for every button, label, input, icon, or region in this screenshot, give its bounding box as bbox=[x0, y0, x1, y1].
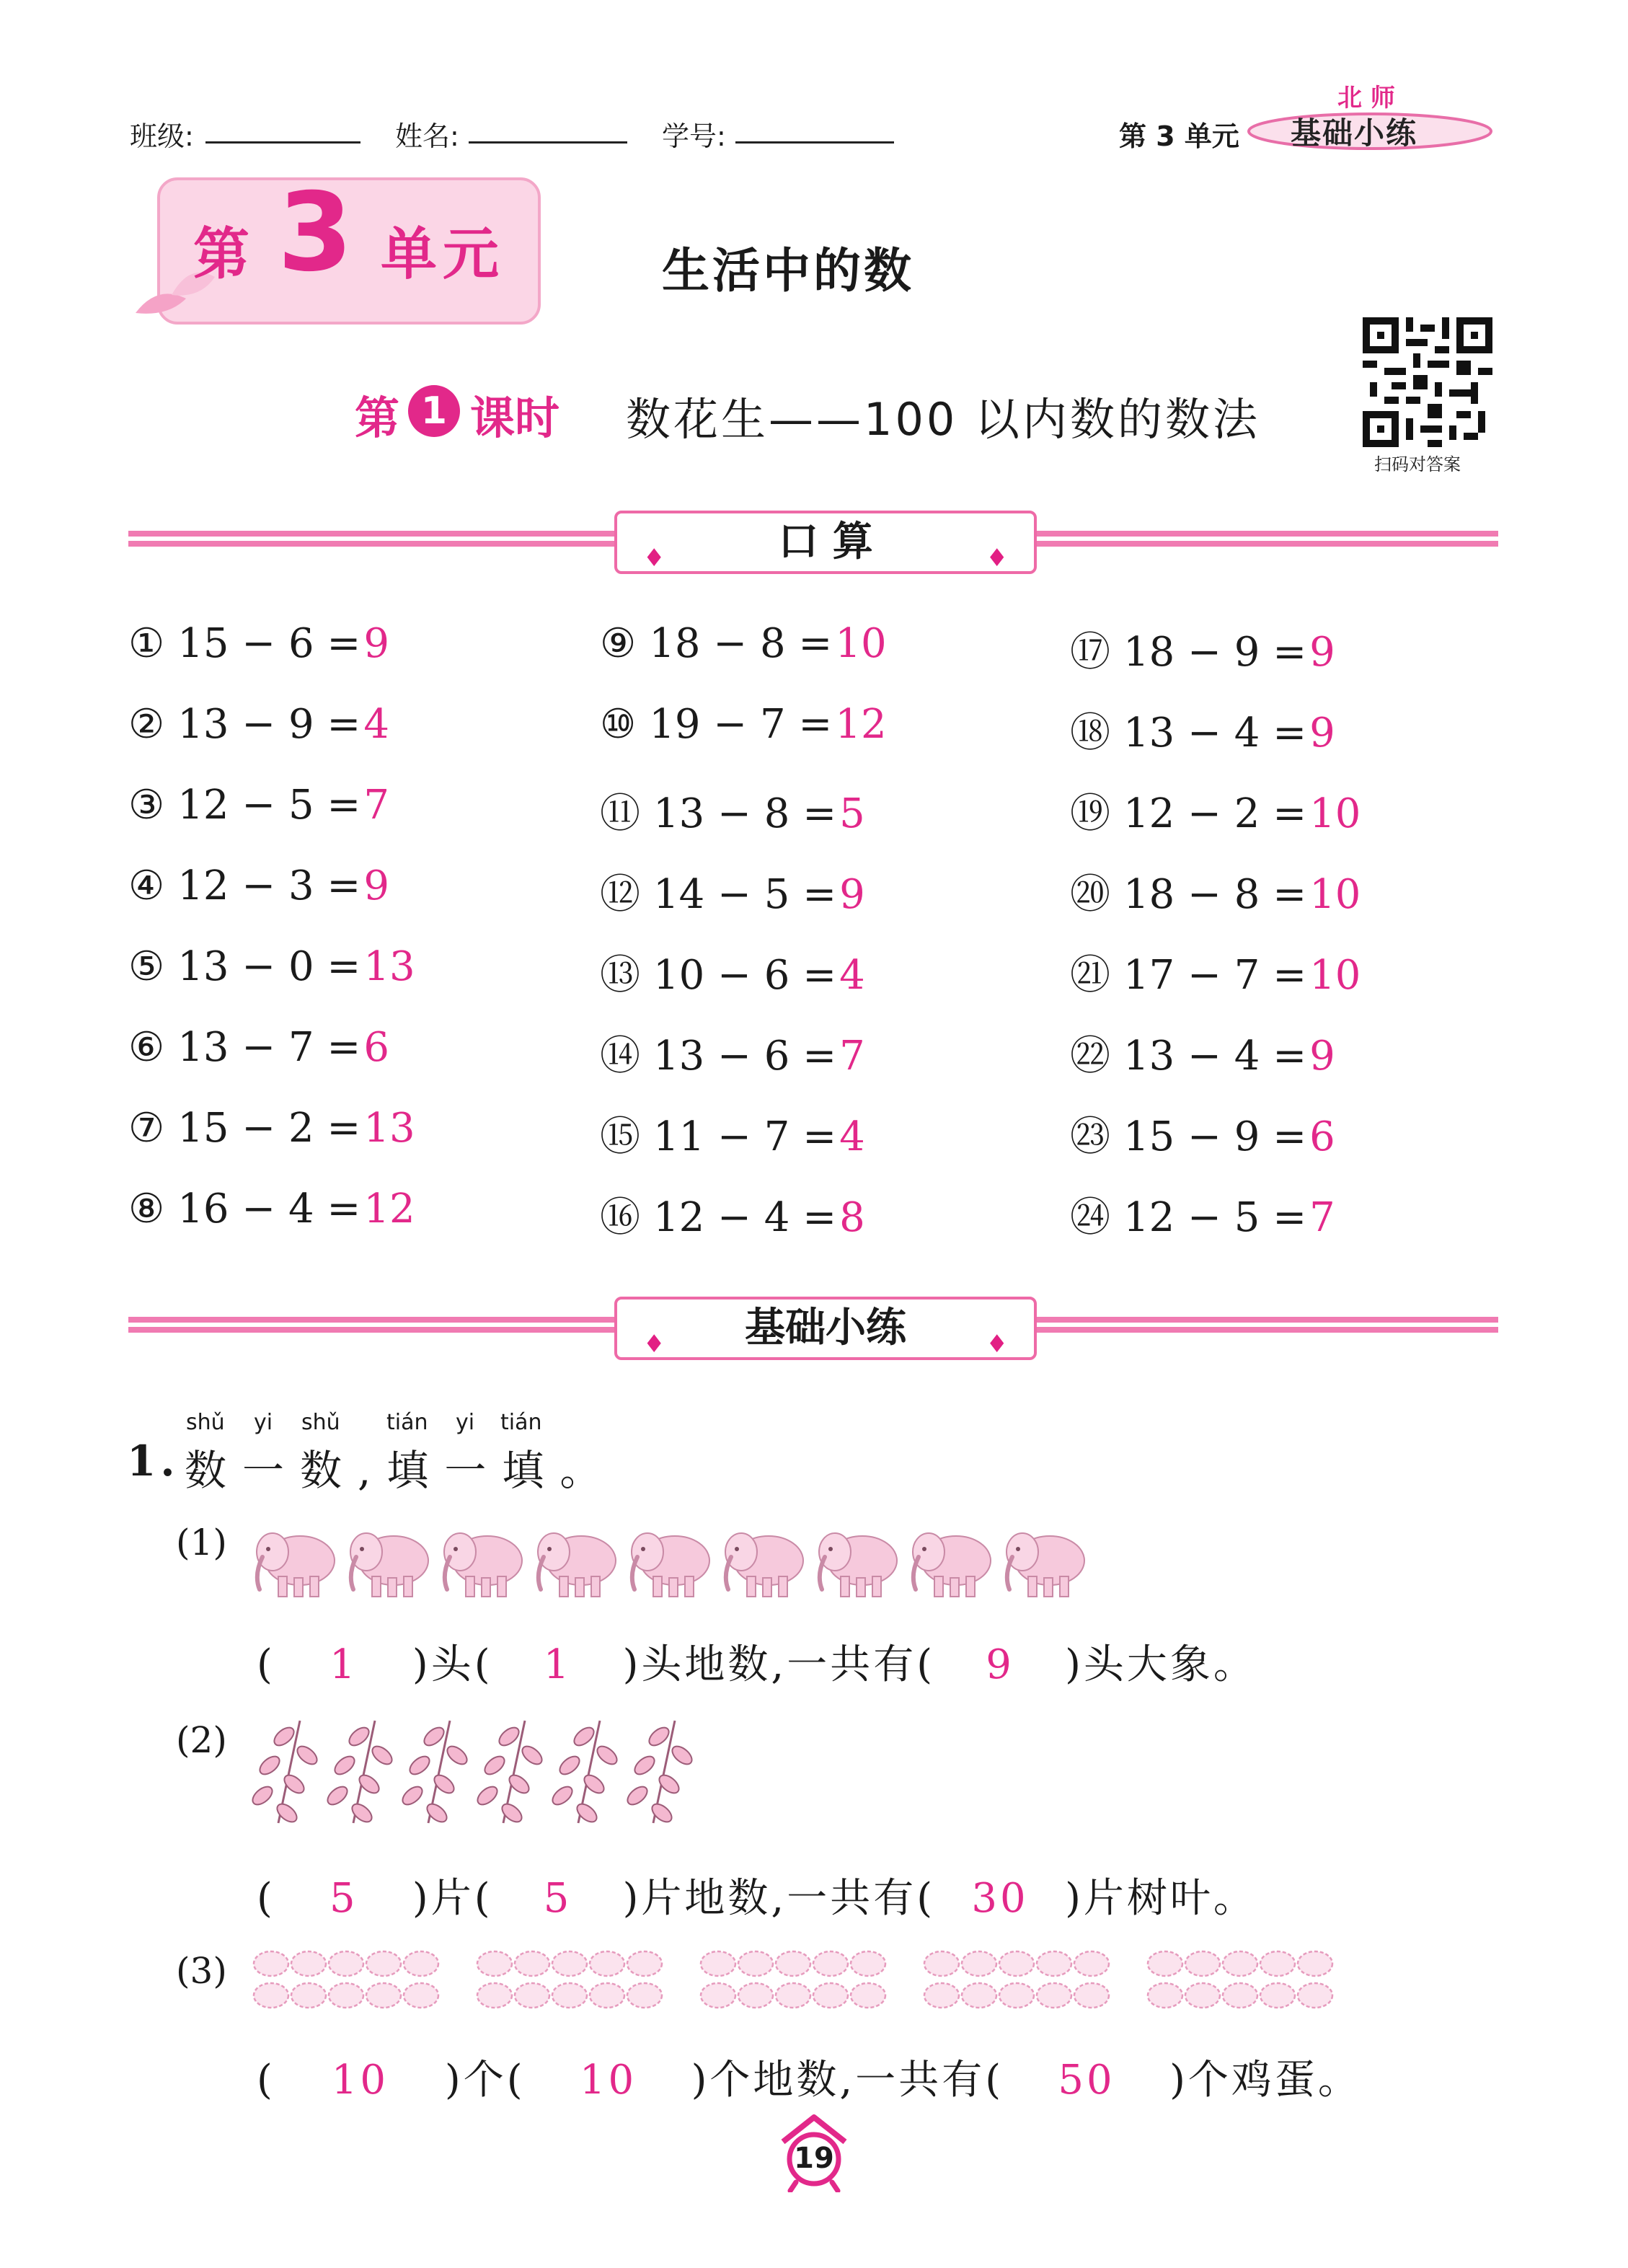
calc-item-expression: 19 − 7 = bbox=[649, 701, 833, 748]
calc-item-answer[interactable]: 9 bbox=[839, 871, 865, 918]
unit-badge-prefix: 第 bbox=[193, 222, 250, 287]
calc-item-expression: 13 − 6 = bbox=[653, 1033, 837, 1080]
calc-item-number: ⑪ bbox=[600, 790, 640, 837]
calc-item-number: ⑫ bbox=[600, 871, 640, 918]
leaf-branch-icon bbox=[474, 1721, 545, 1825]
calc-item-answer[interactable]: 9 bbox=[1309, 710, 1335, 756]
calc-item-answer[interactable]: 9 bbox=[363, 862, 389, 909]
calc-item-expression: 12 − 5 = bbox=[177, 782, 361, 829]
calc-item bbox=[1070, 1186, 1335, 1243]
pinyin-shu2: shǔ bbox=[301, 1410, 340, 1435]
calc-item-expression: 15 − 6 = bbox=[177, 620, 361, 667]
q1-part2-unit1: )片( bbox=[412, 1875, 493, 1922]
calc-item bbox=[1070, 862, 1361, 920]
pinyin-shu1: shǔ bbox=[186, 1410, 225, 1435]
qr-caption: 扫码对答案 bbox=[1374, 454, 1461, 475]
q1-text: 数一数,填一填。 bbox=[185, 1446, 618, 1495]
calc-item-answer[interactable]: 7 bbox=[839, 1033, 865, 1080]
calc-item bbox=[1070, 620, 1335, 678]
q1-part2-label: (2) bbox=[176, 1719, 227, 1761]
unit-badge-number: 3 bbox=[278, 170, 353, 296]
calc-item-number: ⑬ bbox=[600, 952, 640, 999]
page-number: 19 bbox=[794, 2142, 834, 2175]
calc-item bbox=[128, 1024, 389, 1071]
q1-part2-ans3[interactable]: 30 bbox=[971, 1875, 1029, 1922]
calc-item-expression: 10 − 6 = bbox=[653, 952, 837, 999]
calc-item-number: ⑥ bbox=[128, 1024, 165, 1071]
calc-item bbox=[600, 1186, 865, 1243]
calc-item-answer[interactable]: 5 bbox=[839, 790, 865, 837]
calc-item-number: ⑤ bbox=[128, 943, 165, 990]
calc-item-number: ④ bbox=[128, 862, 165, 909]
q1-part3-ans3[interactable]: 50 bbox=[1058, 2057, 1115, 2104]
q1-number: 1. bbox=[127, 1437, 180, 1486]
q1-part1-unit1: )头( bbox=[412, 1641, 493, 1688]
q1-part1-mid: )头地数,一共有( bbox=[622, 1641, 936, 1688]
calc-item-number: ① bbox=[128, 620, 165, 667]
calc-item-number: ③ bbox=[128, 782, 165, 829]
calc-item-number: ⑮ bbox=[600, 1113, 640, 1160]
calc-item-expression: 15 − 2 = bbox=[177, 1105, 361, 1152]
calc-item-number: ⑩ bbox=[600, 701, 637, 748]
calc-item-expression: 12 − 5 = bbox=[1123, 1194, 1307, 1241]
calc-item-number: ⑭ bbox=[600, 1033, 640, 1080]
calc-item-expression: 12 − 4 = bbox=[653, 1194, 837, 1241]
leaf-branch-icon bbox=[549, 1721, 620, 1825]
calc-item-number: ⑨ bbox=[600, 620, 637, 667]
calc-item bbox=[600, 620, 887, 667]
leaf-branches bbox=[249, 1715, 696, 1827]
calc-item bbox=[128, 782, 389, 829]
qr-code[interactable] bbox=[1363, 317, 1492, 447]
leaf-branch-icon bbox=[324, 1721, 395, 1825]
q1-part1-ans1[interactable]: 1 bbox=[329, 1641, 358, 1688]
q1-part2-tail: )片树叶。 bbox=[1065, 1875, 1257, 1922]
calc-item-answer[interactable]: 10 bbox=[835, 620, 887, 667]
q1-part1-label: (1) bbox=[176, 1522, 227, 1563]
q1-part2-ans2[interactable]: 5 bbox=[543, 1875, 572, 1922]
calc-item-answer[interactable]: 9 bbox=[1309, 629, 1335, 676]
calc-item-answer[interactable]: 9 bbox=[1309, 1033, 1335, 1080]
calc-item-number: ⑯ bbox=[600, 1194, 640, 1241]
calc-item-answer[interactable]: 12 bbox=[363, 1186, 415, 1232]
calc-item-expression: 17 − 7 = bbox=[1123, 952, 1307, 999]
q1-part2-ans1[interactable]: 5 bbox=[329, 1875, 358, 1922]
calc-item-answer[interactable]: 10 bbox=[1309, 790, 1361, 837]
class-field[interactable] bbox=[205, 141, 360, 144]
calc-item-answer[interactable]: 9 bbox=[363, 620, 389, 667]
calc-item-expression: 13 − 7 = bbox=[177, 1024, 361, 1071]
calc-item-expression: 18 − 8 = bbox=[649, 620, 833, 667]
calc-item bbox=[1070, 782, 1361, 839]
calc-item-expression: 11 − 7 = bbox=[653, 1113, 837, 1160]
calc-item-answer[interactable]: 10 bbox=[1309, 871, 1361, 918]
egg-group bbox=[254, 1951, 438, 2008]
calc-item bbox=[128, 620, 389, 667]
unit-title: 生活中的数 bbox=[662, 243, 914, 299]
q1-part3-mid: )个地数,一共有( bbox=[691, 2057, 1004, 2104]
calc-item bbox=[128, 862, 389, 909]
calc-item bbox=[128, 1186, 415, 1232]
egg-group bbox=[1148, 1951, 1332, 2008]
calc-item-answer[interactable]: 6 bbox=[363, 1024, 389, 1071]
calc-item-number: ㉔ bbox=[1070, 1194, 1110, 1241]
brand-main: 基础小练 bbox=[1291, 115, 1418, 151]
calc-item-expression: 16 − 4 = bbox=[177, 1186, 361, 1232]
calc-item-answer[interactable]: 4 bbox=[363, 701, 389, 748]
brand-top: 北 师 bbox=[1337, 84, 1395, 112]
calc-item-expression: 12 − 2 = bbox=[1123, 790, 1307, 837]
calc-item-number: ⑦ bbox=[128, 1105, 165, 1152]
q1-part1-answer-line: ( 1 )头( 1 )头地数,一共有( 9 )头大象。 bbox=[257, 1641, 1257, 1688]
calc-item bbox=[1070, 1105, 1335, 1162]
calc-item-answer[interactable]: 7 bbox=[1309, 1194, 1335, 1241]
calc-item bbox=[600, 701, 887, 748]
id-label: 学号: bbox=[662, 120, 726, 152]
class-label: 班级: bbox=[130, 120, 194, 152]
calc-item bbox=[1070, 701, 1335, 759]
calc-item-number: ⑳ bbox=[1070, 871, 1110, 918]
calc-item bbox=[600, 1024, 865, 1082]
calc-item bbox=[600, 943, 865, 1001]
calc-item-number: ㉒ bbox=[1070, 1033, 1110, 1080]
elephant-icon bbox=[725, 1533, 803, 1597]
calc-item-expression: 13 − 4 = bbox=[1123, 1033, 1307, 1080]
calc-item-expression: 13 − 4 = bbox=[1123, 710, 1307, 756]
calc-item-number: ⑲ bbox=[1070, 790, 1110, 837]
elephant-icon bbox=[350, 1533, 428, 1597]
calc-item-expression: 15 − 9 = bbox=[1123, 1113, 1307, 1160]
leaf-branch-icon bbox=[249, 1721, 320, 1825]
calc-item bbox=[1070, 943, 1361, 1001]
calc-item-answer[interactable]: 8 bbox=[839, 1194, 865, 1241]
calc-item-number: ㉓ bbox=[1070, 1113, 1110, 1160]
section-title-basic: ♦ 基础小练 ♦ bbox=[614, 1297, 1037, 1360]
egg-groups bbox=[249, 1946, 1353, 2018]
calc-item-answer[interactable]: 4 bbox=[839, 952, 865, 999]
calc-item bbox=[600, 1105, 865, 1162]
unit-badge-suffix: 单元 bbox=[381, 222, 505, 287]
elephant-icon bbox=[819, 1533, 897, 1597]
calc-item-expression: 13 − 8 = bbox=[653, 790, 837, 837]
calc-item-expression: 18 − 9 = bbox=[1123, 629, 1307, 676]
elephant-icon bbox=[1007, 1533, 1084, 1597]
section-title-basic-text: 基础小练 bbox=[745, 1305, 906, 1351]
calc-item-answer[interactable]: 6 bbox=[1309, 1113, 1335, 1160]
calc-item-expression: 13 − 0 = bbox=[177, 943, 361, 990]
elephant-icon bbox=[444, 1533, 522, 1597]
elephant-icon bbox=[257, 1533, 335, 1597]
pinyin-tian1: tián bbox=[386, 1410, 428, 1435]
elephant-icon bbox=[913, 1533, 991, 1597]
pinyin-tian2: tián bbox=[500, 1410, 542, 1435]
q1-part1-ans3[interactable]: 9 bbox=[986, 1641, 1014, 1688]
calc-item-answer[interactable]: 7 bbox=[363, 782, 389, 829]
lesson-prefix: 第 bbox=[355, 392, 400, 444]
pinyin-yi2: yi bbox=[456, 1410, 475, 1435]
q1-part1-tail: )头大象。 bbox=[1065, 1641, 1257, 1688]
calc-item-answer[interactable]: 10 bbox=[1309, 952, 1361, 999]
leaf-branch-icon bbox=[624, 1721, 695, 1825]
q1-part3-ans2[interactable]: 10 bbox=[579, 2057, 637, 2104]
calc-item-number: ② bbox=[128, 701, 165, 748]
calc-item-expression: 14 − 5 = bbox=[653, 871, 837, 918]
pinyin-yi1: yi bbox=[254, 1410, 273, 1435]
calc-item-expression: 13 − 9 = bbox=[177, 701, 361, 748]
calc-item-answer[interactable]: 13 bbox=[363, 1105, 415, 1152]
q1-part2-mid: )片地数,一共有( bbox=[622, 1875, 936, 1922]
elephant-icon bbox=[632, 1533, 709, 1597]
section-title-oral-text: 口 算 bbox=[778, 519, 873, 565]
unit-tag: 第 3 单元 bbox=[1119, 120, 1239, 152]
q1-part3-ans1[interactable]: 10 bbox=[331, 2057, 389, 2104]
calc-item-number: ⑰ bbox=[1070, 629, 1110, 676]
elephant-icon bbox=[538, 1533, 616, 1597]
elephant-row bbox=[249, 1517, 1093, 1604]
egg-group bbox=[701, 1951, 885, 2008]
egg-group bbox=[477, 1951, 662, 2008]
q1-part3-answer-line: ( 10 )个( 10 )个地数,一共有( 50 )个鸡蛋。 bbox=[257, 2057, 1361, 2104]
calc-item bbox=[128, 943, 415, 990]
lesson-suffix: 课时 bbox=[470, 392, 560, 444]
lesson-number: 1 bbox=[408, 385, 460, 437]
q1-part2-answer-line: ( 5 )片( 5 )片地数,一共有( 30 )片树叶。 bbox=[257, 1875, 1257, 1922]
calc-item-answer[interactable]: 4 bbox=[839, 1113, 865, 1160]
calc-item-number: ㉑ bbox=[1070, 952, 1110, 999]
calc-item-expression: 12 − 3 = bbox=[177, 862, 361, 909]
id-field[interactable] bbox=[735, 141, 894, 144]
lesson-title: 数花生——100 以内数的数法 bbox=[626, 393, 1261, 446]
leaf-branch-icon bbox=[399, 1721, 470, 1825]
calc-item-answer[interactable]: 12 bbox=[835, 701, 887, 748]
calc-item bbox=[600, 782, 865, 839]
q1-part3-tail: )个鸡蛋。 bbox=[1169, 2057, 1361, 2104]
q1-part1-ans2[interactable]: 1 bbox=[543, 1641, 572, 1688]
q1-part3-unit1: )个( bbox=[444, 2057, 526, 2104]
calc-item bbox=[600, 862, 865, 920]
calc-item-expression: 18 − 8 = bbox=[1123, 871, 1307, 918]
egg-group bbox=[924, 1951, 1109, 2008]
calc-item-number: ⑱ bbox=[1070, 710, 1110, 756]
name-label: 姓名: bbox=[395, 120, 459, 152]
calc-item-number: ⑧ bbox=[128, 1186, 165, 1232]
section-title-oral: ♦ 口 算 ♦ bbox=[614, 511, 1037, 574]
calc-item bbox=[128, 1105, 415, 1152]
q1-part3-label: (3) bbox=[176, 1950, 227, 1992]
calc-item bbox=[1070, 1024, 1335, 1082]
name-field[interactable] bbox=[469, 141, 627, 144]
calc-item bbox=[128, 701, 389, 748]
calc-item-answer[interactable]: 13 bbox=[363, 943, 415, 990]
